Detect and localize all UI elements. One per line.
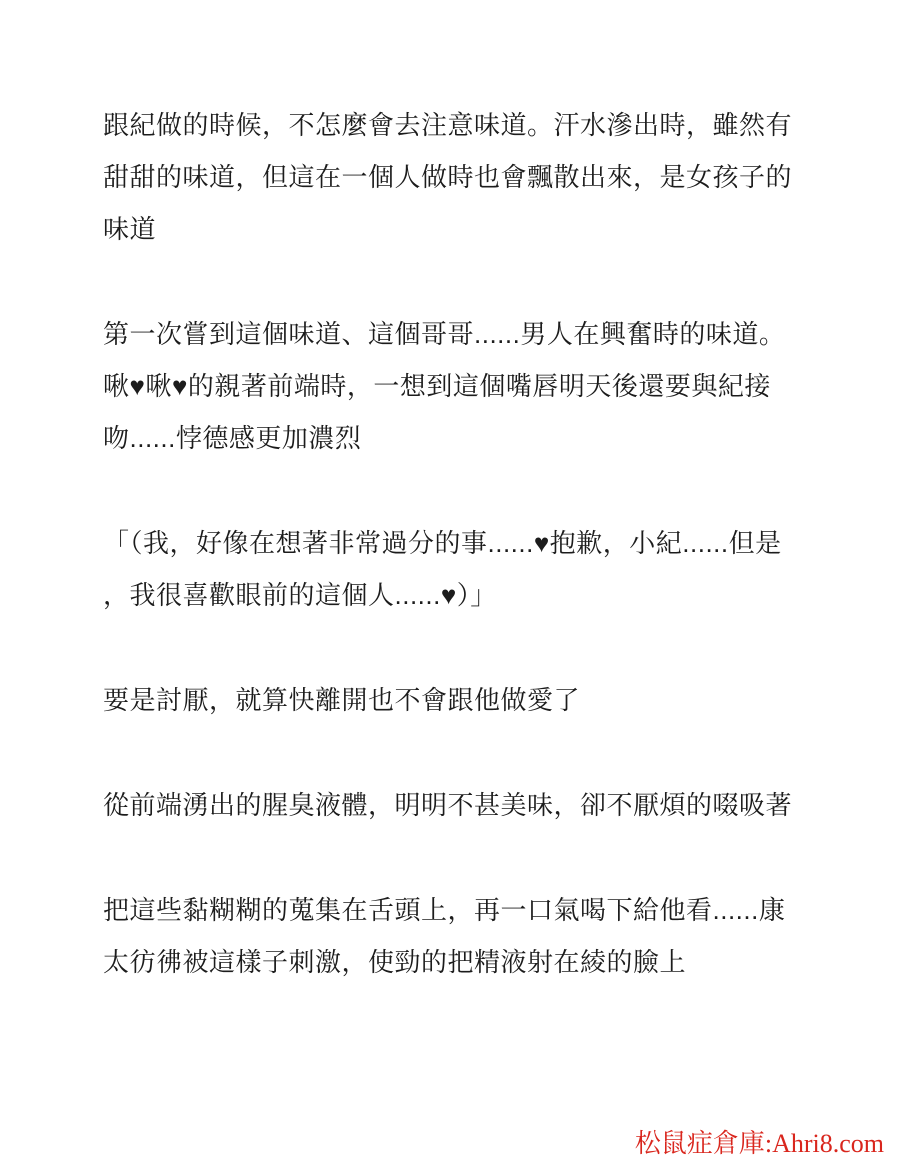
text-line: 把這些黏糊糊的蒐集在舌頭上，再一口氣喝下給他看......康 <box>103 895 786 925</box>
text-line: 從前端湧出的腥臭液體，明明不甚美味，卻不厭煩的啜吸著 <box>103 790 793 820</box>
text-line: 啾♥啾♥的親著前端時，一想到這個嘴唇明天後還要與紀接 <box>103 371 771 401</box>
paragraph-2 <box>103 308 813 464</box>
text-line: ，我很喜歡眼前的這個人......♥）」 <box>103 580 497 610</box>
paragraph-1 <box>103 99 813 255</box>
text-block <box>103 99 813 1041</box>
watermark <box>635 1129 884 1159</box>
text-line: 味道 <box>103 214 157 244</box>
paragraph-3 <box>103 517 813 621</box>
text-line: 第一次嘗到這個味道、這個哥哥......男人在興奮時的味道。 <box>103 319 786 349</box>
paragraph-4 <box>103 674 813 726</box>
paragraph-6 <box>103 884 813 988</box>
text-line: 太彷彿被這樣子刺激，使勁的把精液射在綾的臉上 <box>103 947 687 977</box>
text-line: 甜甜的味道，但這在一個人做時也會飄散出來，是女孩子的 <box>103 162 793 192</box>
text-line: 跟紀做的時候，不怎麼會去注意味道。汗水滲出時，雖然有 <box>103 110 793 140</box>
text-line: 要是討厭，就算快離開也不會跟他做愛了 <box>103 685 581 715</box>
paragraph-5 <box>103 779 813 831</box>
text-line: 「（我，好像在想著非常過分的事......♥抱歉，小紀......但是 <box>103 528 782 558</box>
text-line: 吻......悖德感更加濃烈 <box>103 423 362 453</box>
watermark-text: 松鼠症倉庫:Ahri8.com <box>634 1129 884 1158</box>
